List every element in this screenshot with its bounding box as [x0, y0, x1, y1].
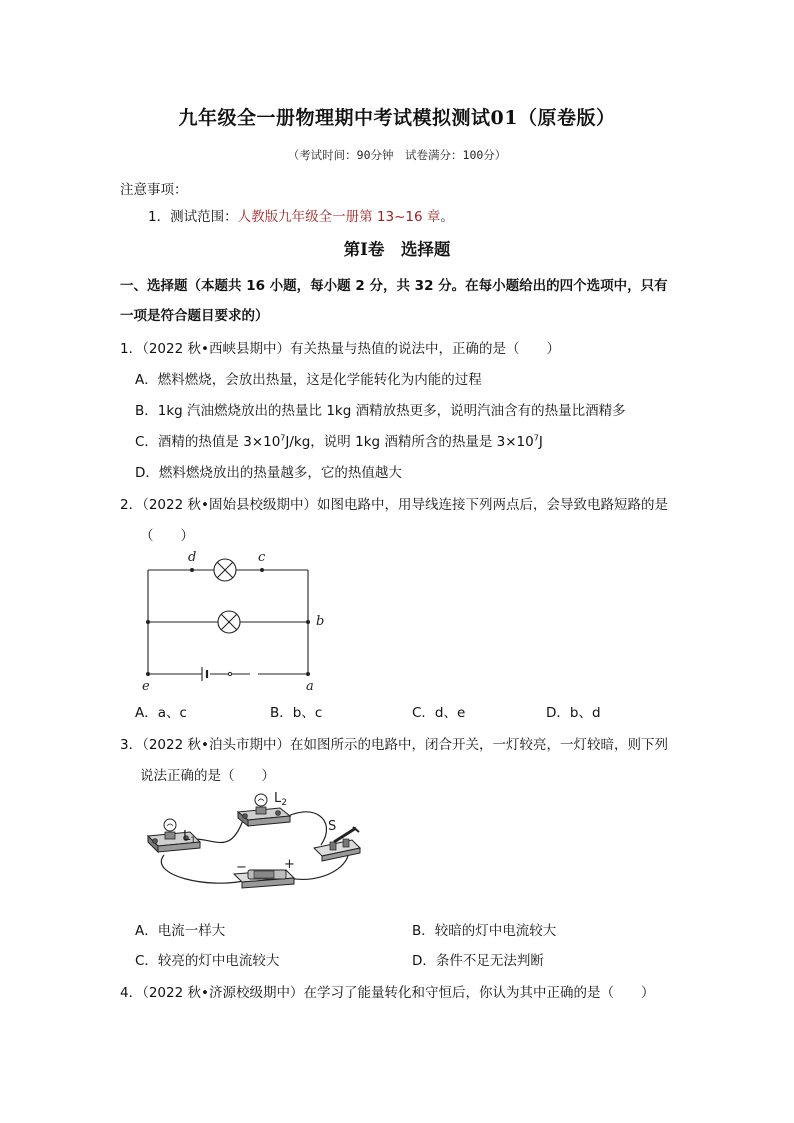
question-2-stem — [120, 493, 668, 513]
switch-s-icon — [314, 827, 360, 861]
label-e: e — [142, 679, 150, 694]
label-minus: − — [236, 860, 247, 875]
label-b: b — [316, 614, 325, 629]
question-3-option-c: C．较亮的灯中电流较大 — [135, 953, 280, 969]
question-2-text: （2022 秋•固始县校级期中）如图电路中，用导线连接下列两点后，会导致电路短路的是 — [142, 497, 668, 513]
question-2-number: 2． — [120, 497, 143, 513]
question-3-stem-line2: 说法正确的是（ ） — [140, 768, 275, 784]
question-1-option-c — [135, 430, 543, 450]
label-plus: + — [284, 857, 295, 872]
question-3-number: 3． — [120, 737, 143, 753]
question-2-option-b: B．b、c — [270, 705, 323, 721]
notes-item-1 — [148, 205, 454, 225]
q1-c-pre: C．酒精的热值是 3×10 — [135, 434, 281, 450]
question-4-number: 4． — [120, 985, 143, 1001]
battery-icon — [202, 667, 207, 681]
switch-icon — [228, 672, 231, 675]
question-4-text: （2022 秋•济源校级期中）在学习了能量转化和守恒后，你认为其中正确的是（ ） — [142, 985, 655, 1001]
label-c: c — [258, 550, 266, 565]
question-3-option-a: A．电流一样大 — [135, 923, 226, 939]
question-1-option-a: A．燃料燃烧，会放出热量，这是化学能转化为内能的过程 — [135, 372, 482, 388]
question-3-stem — [120, 733, 668, 753]
label-d: d — [188, 550, 197, 565]
label-a: a — [306, 679, 314, 694]
question-1-number: 1． — [120, 341, 143, 357]
q1-c-exp1: 7 — [280, 433, 286, 443]
q1-c-mid: J/kg，说明 1kg 酒精所含的热量是 3×10 — [285, 434, 534, 450]
page-title: 九年级全一册物理期中考试模拟测试01（原卷版） — [178, 107, 616, 129]
label-l2: $L_2$ — [274, 791, 287, 808]
question-2-circuit-diagram — [138, 548, 328, 696]
question-3-option-d: D．条件不足无法判断 — [412, 953, 544, 969]
question-1-text: （2022 秋•西峡县期中）有关热量与热值的说法中，正确的是（ ） — [142, 341, 560, 357]
question-1-option-b: B．1kg 汽油燃烧放出的热量比 1kg 酒精放热更多，说明汽油含有的热量比酒精多 — [135, 403, 626, 419]
question-1-option-d: D．燃料燃烧放出的热量越多，它的热值越大 — [135, 465, 402, 481]
notes-item-1-suffix: 。 — [440, 209, 454, 225]
lamp-top-icon — [214, 559, 236, 581]
exam-info: （考试时间：90分钟 试卷满分：100分） — [287, 148, 507, 162]
notes-item-1-prefix: 1．测试范围： — [148, 209, 238, 225]
label-s: S — [328, 819, 337, 834]
question-2-option-d: D．b、d — [546, 705, 601, 721]
question-3-circuit-illustration — [138, 790, 368, 890]
question-3-option-b: B．较暗的灯中电流较大 — [412, 923, 557, 939]
notes-heading: 注意事项： — [120, 182, 188, 198]
question-2-stem-line2: （ ） — [140, 528, 194, 544]
question-2-option-c: C．d、e — [412, 705, 466, 721]
question-4-stem — [120, 981, 654, 1001]
question-2-option-a: A．a、c — [135, 705, 187, 721]
question-1-stem — [120, 337, 560, 357]
label-l1: $L_1$ — [183, 829, 196, 846]
q1-c-end: J — [538, 434, 543, 450]
question-3-text: （2022 秋•泊头市期中）在如图所示的电路中，闭合开关，一灯较亮，一灯较暗，则下列 — [142, 737, 668, 753]
section-instructions-line1: 一、选择题（本题共 16 小题，每小题 2 分，共 32 分。在每小题给出的四个选项中，只有 — [120, 278, 668, 294]
lamp-middle-icon — [218, 611, 240, 633]
section-title: 第Ⅰ卷 选择题 — [343, 240, 451, 259]
q1-c-exp2: 7 — [533, 433, 539, 443]
notes-item-1-scope: 人教版九年级全一册第 13~16 章 — [237, 209, 441, 225]
section-instructions-line2: 一项是符合题目要求的） — [120, 308, 269, 324]
